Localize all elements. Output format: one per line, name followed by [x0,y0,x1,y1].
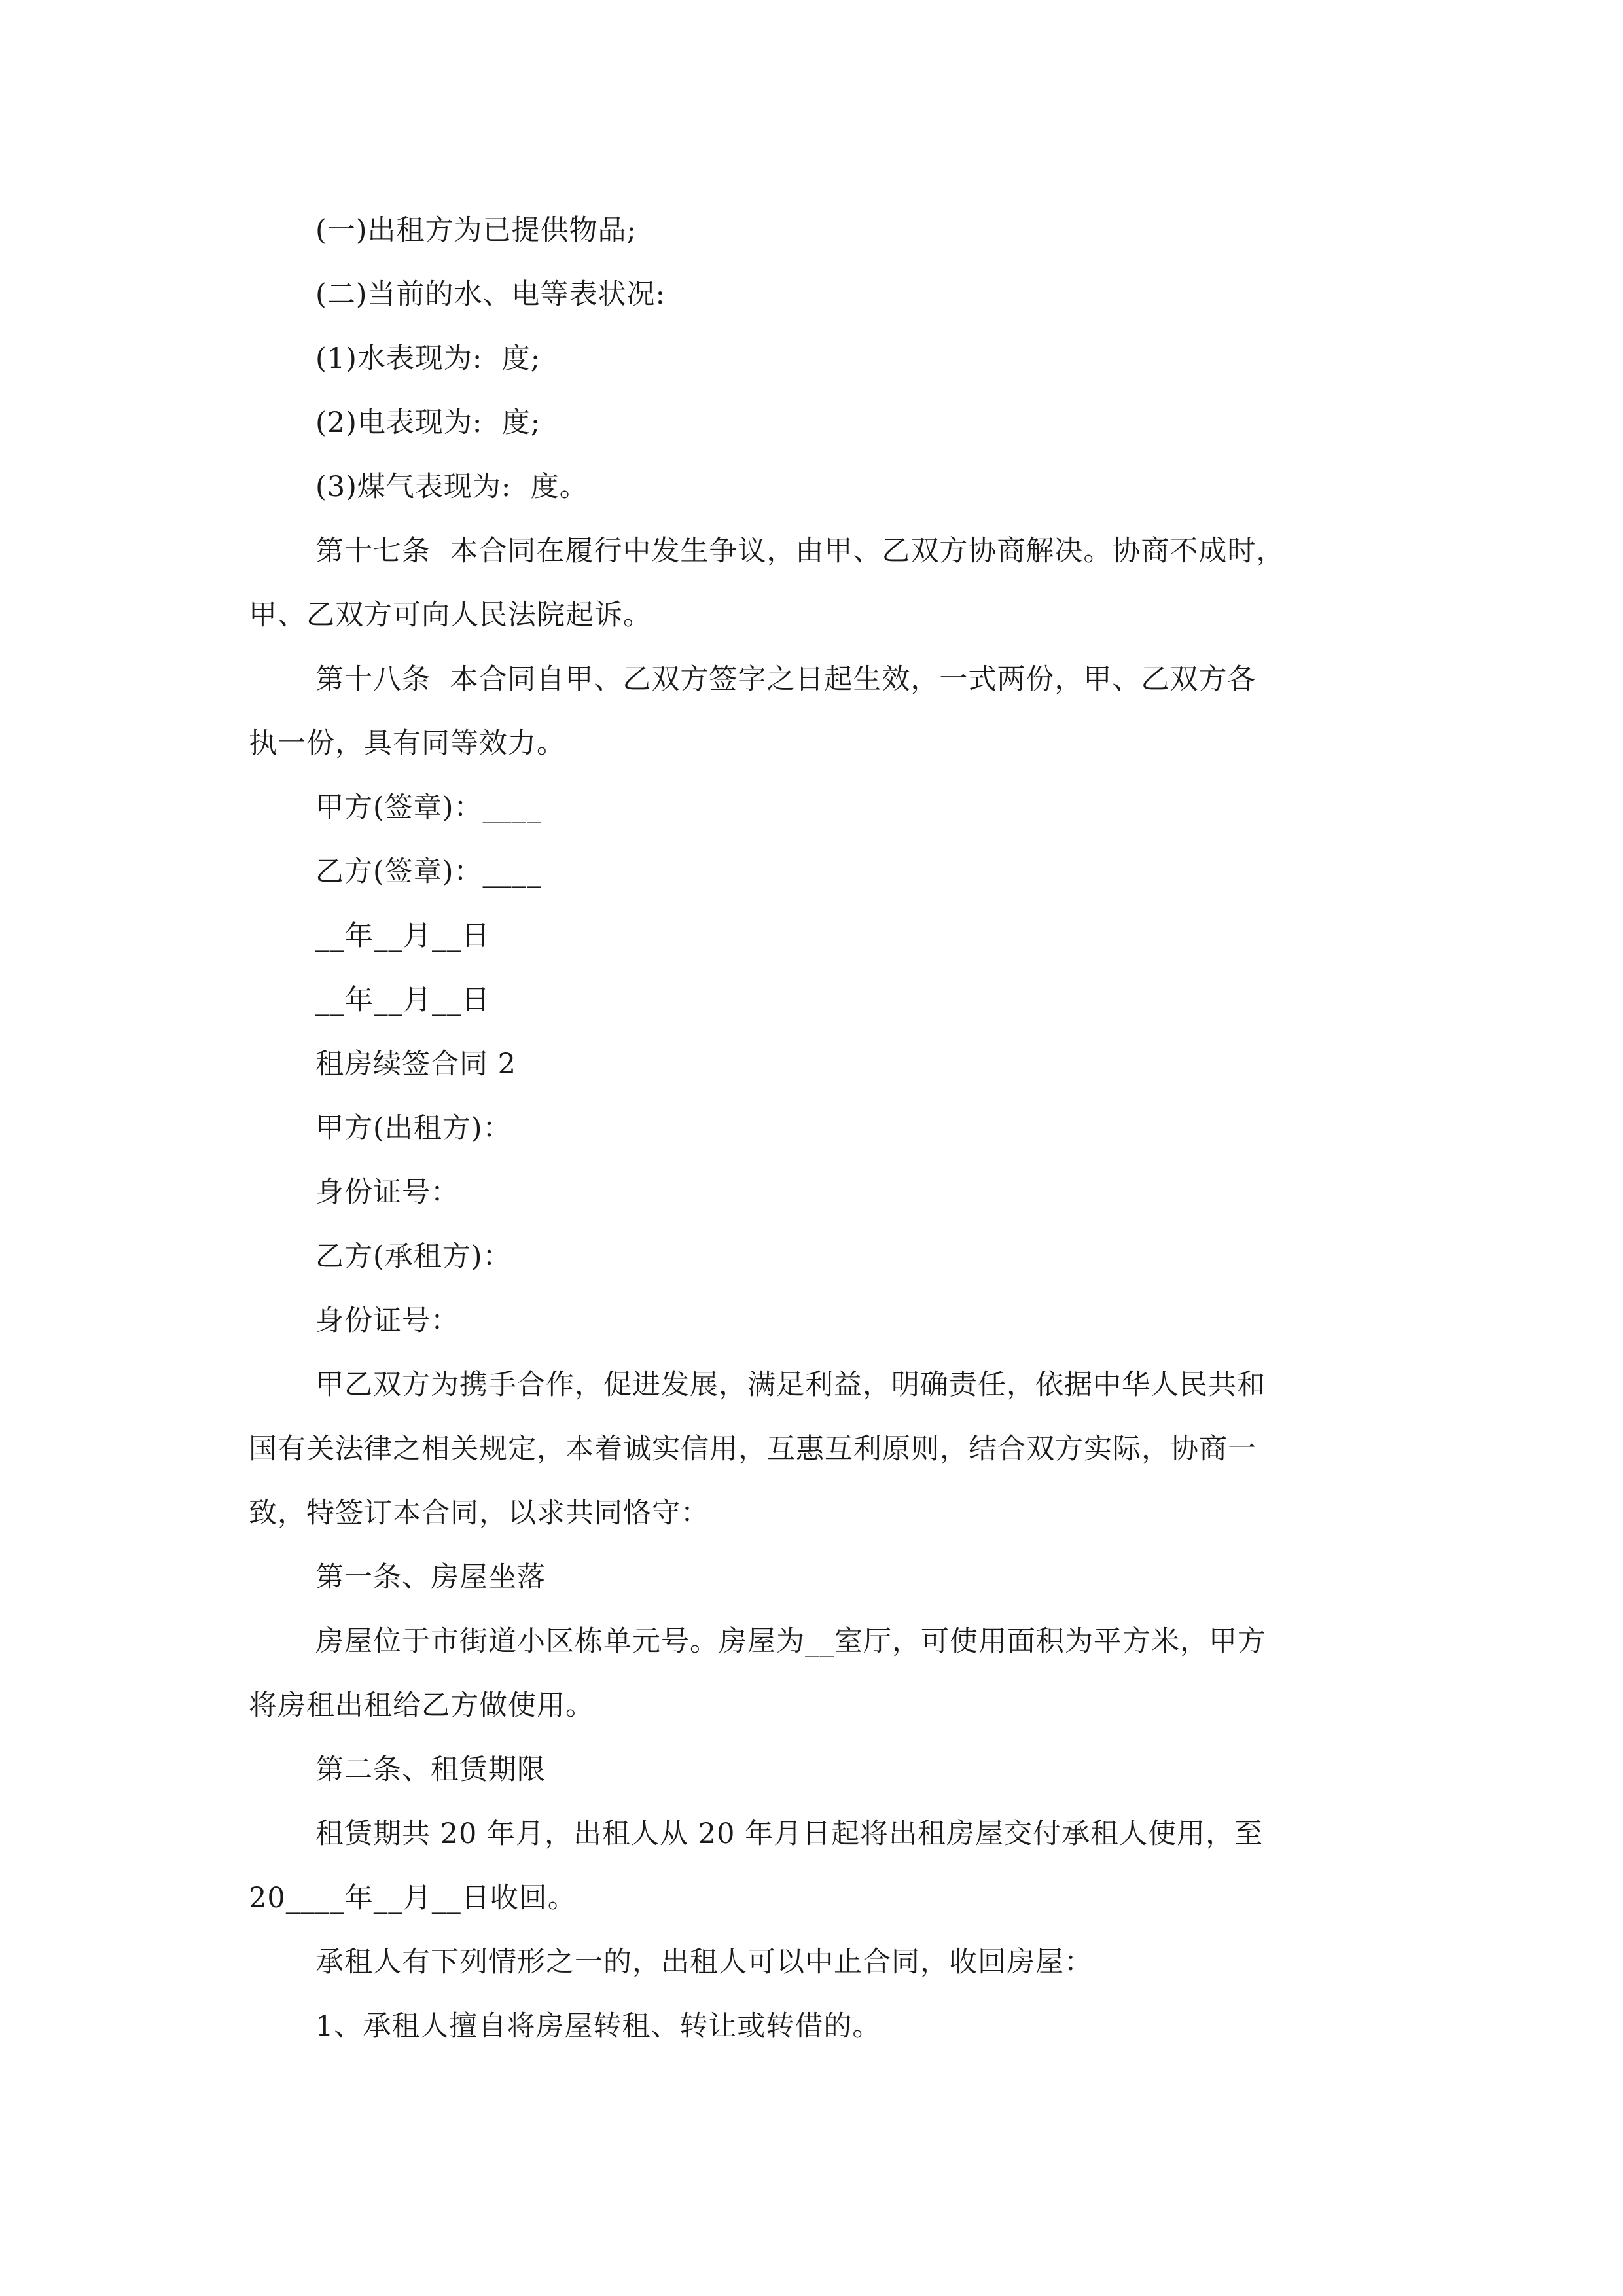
article-1-heading: 第一条、房屋坐落 [315,1561,546,1594]
article-1-line-2: 将房租出租给乙方做使用。 [249,1689,594,1722]
termination-condition-1: 1、承租人擅自将房屋转租、转让或转借的。 [315,2010,882,2043]
article-2-line-1: 租赁期共 20 年月，出租人从 20 年月日起将出租房屋交付承租人使用，至 [315,1818,1264,1850]
preamble-line-3: 致，特签订本合同，以求共同恪守： [249,1497,709,1530]
party-a-lessor: 甲方(出租方)： [315,1112,512,1145]
party-a-id-number: 身份证号： [315,1176,459,1209]
item-water-meter: (1)水表现为: 度; [315,342,541,375]
contract-2-title: 租房续签合同 2 [315,1048,517,1081]
party-b-lessee: 乙方(承租方)： [315,1240,512,1273]
item-electric-meter: (2)电表现为: 度; [315,406,541,439]
preamble-line-1: 甲乙双方为携手合作，促进发展，满足利益，明确责任，依据中华人民共和 [315,1369,1266,1401]
preamble-line-2: 国有关法律之相关规定，本着诚实信用，互惠互利原则，结合双方实际，协商一 [249,1433,1257,1465]
item-provided-goods: (一)出租方为已提供物品; [315,214,637,247]
party-b-signature: 乙方(签章)：____ [315,855,542,888]
article-2-heading: 第二条、租赁期限 [315,1753,546,1786]
article-17-line-1: 第十七条 本合同在履行中发生争议，由甲、乙双方协商解决。协商不成时， [315,535,1285,567]
item-gas-meter: (3)煤气表现为: 度。 [315,471,588,503]
item-meter-status: (二)当前的水、电等表状况: [315,278,666,311]
date-line-1: __年__月__日 [315,920,490,952]
party-b-id-number: 身份证号： [315,1304,459,1337]
article-2-line-2: 20____年__月__日收回。 [249,1882,577,1914]
party-a-signature: 甲方(签章)：____ [315,791,542,824]
termination-conditions: 承租人有下列情形之一的，出租人可以中止合同，收回房屋： [315,1946,1093,1979]
article-18-line-2: 执一份，具有同等效力。 [249,727,565,760]
date-line-2: __年__月__日 [315,984,490,1016]
article-17-line-2: 甲、乙双方可向人民法院起诉。 [249,599,652,632]
article-18-line-1: 第十八条 本合同自甲、乙双方签字之日起生效，一式两份，甲、乙双方各 [315,663,1257,696]
article-1-line-1: 房屋位于市街道小区栋单元号。房屋为__室厅，可使用面积为平方米，甲方 [315,1625,1266,1658]
